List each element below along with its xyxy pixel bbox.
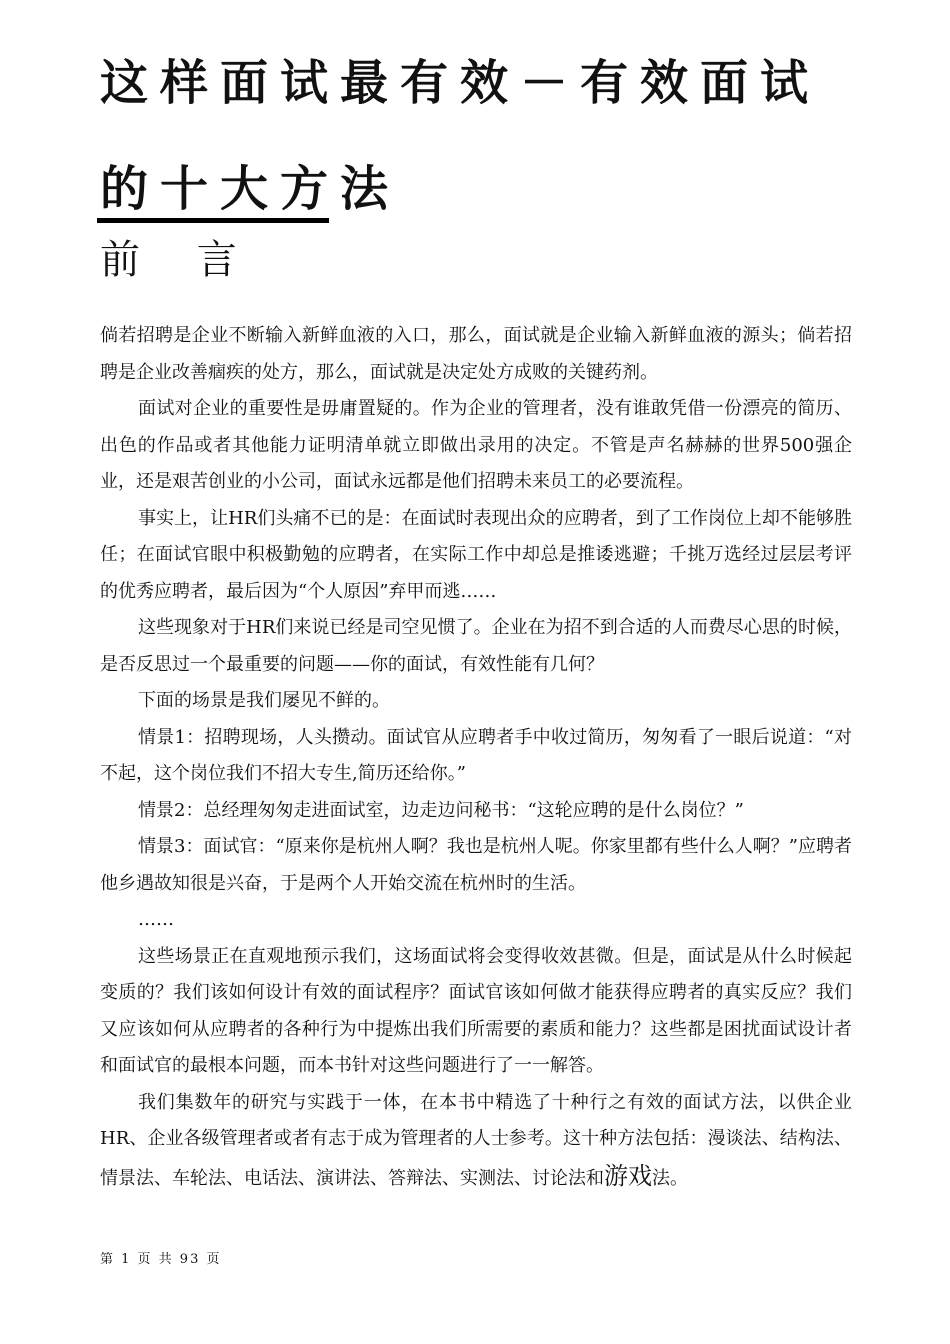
paragraph-last bbox=[100, 1085, 852, 1198]
section-heading: 前 言 bbox=[100, 237, 259, 283]
paragraph-text: 我们集数年的研究与实践于一体，在本书中精选了十种行之有效的面试方法，以供企业HR、企业各级管理者或者有志于成为管理者的人士参考。这十种方法包括：漫谈法、结构法、情景法、车轮法、电话法、演讲法、答辩法、实测法、讨论法和 bbox=[100, 1091, 852, 1189]
paragraph-tail: 法。 bbox=[652, 1167, 688, 1189]
paragraph: …… bbox=[138, 909, 174, 930]
paragraph: 这些场景正在直观地预示我们，这场面试将会变得收效甚微。但是，面试是从什么时候起变质的？我们该如何设计有效的面试程序？面试官该如何做才能获得应聘者的真实反应？我们又应该如何从应聘者的各种行为中提炼出我们所需要的素质和能力？这些都是困扰面试设计者和面试官的最根本问题，而本书针对这些问题进行了一一解答。 bbox=[100, 945, 852, 1076]
document-title: 这样面试最有效－有效面试的十大方法 bbox=[100, 55, 821, 217]
body-text bbox=[100, 318, 852, 1197]
paragraph: 情景1：招聘现场，人头攒动。面试官从应聘者手中收过简历，匆匆看了一眼后说道：“对不起，这个岗位我们不招大专生,简历还给你。” bbox=[100, 726, 852, 784]
paragraph: 下面的场景是我们屡见不鲜的。 bbox=[138, 690, 390, 711]
paragraph: 这些现象对于HR们来说已经是司空见惯了。企业在为招不到合适的人而费尽心思的时候，是否反思过一个最重要的问题——你的面试，有效性能有几何？ bbox=[100, 617, 852, 675]
title-underline bbox=[97, 218, 329, 223]
paragraph: 倘若招聘是企业不断输入新鲜血液的入口，那么，面试就是企业输入新鲜血液的源头；倘若招聘是企业改善痼疾的处方，那么，面试就是决定处方成败的关键药剂。 bbox=[100, 325, 852, 383]
emphasis-text: 游戏 bbox=[604, 1161, 652, 1190]
paragraph: 情景3：面试官：“原来你是杭州人啊？我也是杭州人呢。你家里都有些什么人啊？”应聘者他乡遇故知很是兴奋，于是两个人开始交流在杭州时的生活。 bbox=[100, 836, 852, 894]
paragraph: 面试对企业的重要性是毋庸置疑的。作为企业的管理者，没有谁敢凭借一份漂亮的简历、出色的作品或者其他能力证明清单就立即做出录用的决定。不管是声名赫赫的世界500强企业，还是艰苦创业的小公司，面试永远都是他们招聘未来员工的必要流程。 bbox=[100, 398, 852, 492]
paragraph: 情景2：总经理匆匆走进面试室，边走边问秘书：“这轮应聘的是什么岗位？” bbox=[138, 799, 744, 821]
paragraph: 事实上，让HR们头痛不已的是：在面试时表现出众的应聘者，到了工作岗位上却不能够胜任；在面试官眼中积极勤勉的应聘者，在实际工作中却总是推诿逃避；千挑万选经过层层考评的优秀应聘者，最后因为“个人原因”弃甲而逃…… bbox=[100, 507, 852, 602]
page-number-footer: 第 1 页 共 93 页 bbox=[100, 1252, 222, 1267]
